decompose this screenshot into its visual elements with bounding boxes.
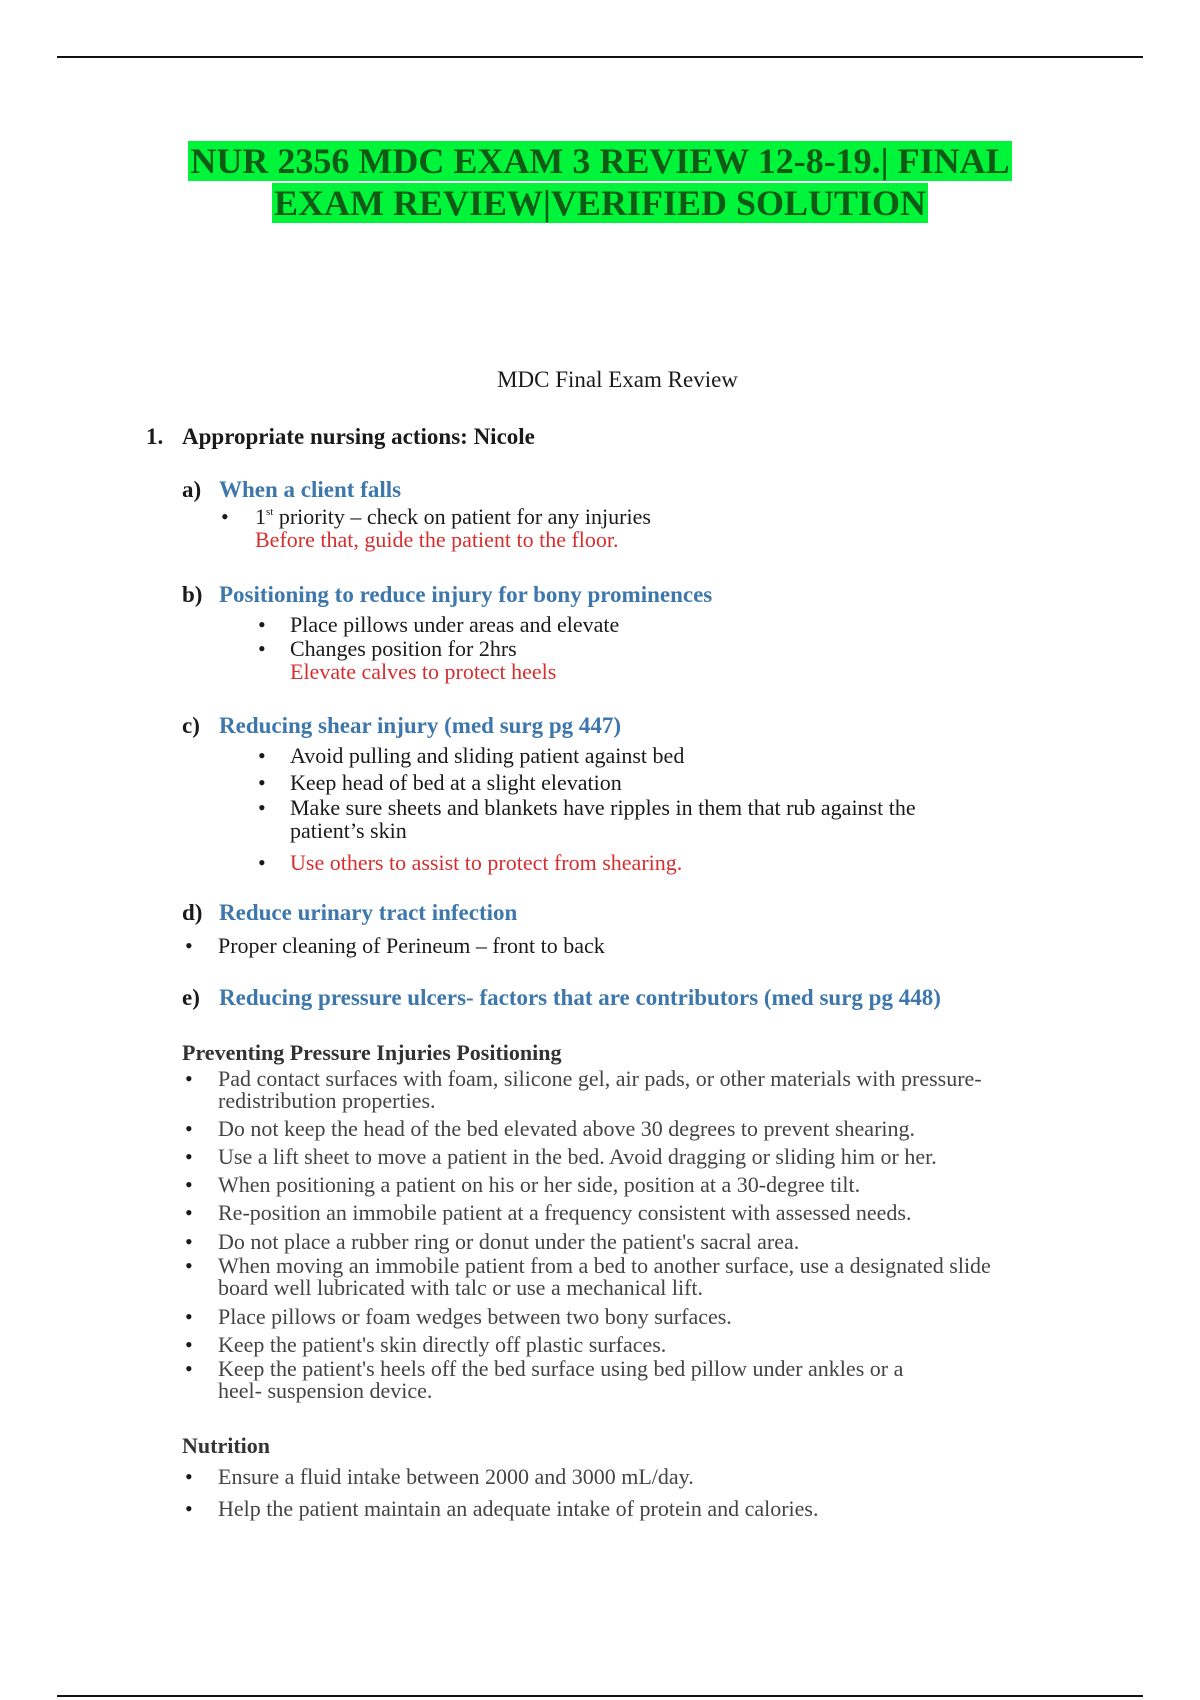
item-text: Keep head of bed at a slight elevation	[290, 770, 622, 795]
subtitle: MDC Final Exam Review	[497, 367, 738, 392]
item-text: When positioning a patient on his or her side, position at a 30-degree tilt.	[218, 1172, 861, 1197]
bullet: •	[258, 743, 266, 768]
bullet: •	[185, 1464, 193, 1489]
red-note: Use others to assist to protect from shearing.	[290, 850, 683, 875]
section-e-heading	[182, 985, 941, 1011]
question-text: Appropriate nursing actions: Nicole	[182, 424, 535, 449]
item-text: Do not keep the head of the bed elevated above 30 degrees to prevent shearing.	[218, 1116, 916, 1141]
item-text: Use a lift sheet to move a patient in the bed. Avoid dragging or sliding him or her.	[218, 1144, 937, 1169]
bottom-rule	[57, 1695, 1143, 1697]
item-text: Keep the patient's heels off the bed surface using bed pillow under ankles or a	[218, 1356, 904, 1381]
list-item	[258, 852, 682, 874]
list-item	[258, 638, 517, 660]
list-item	[185, 1202, 911, 1224]
title-line-1: NUR 2356 MDC EXAM 3 REVIEW 12-8-19.| FINAL	[190, 141, 1010, 181]
section-title: Positioning to reduce injury for bony prominences	[219, 582, 713, 607]
bullet: •	[221, 504, 229, 529]
section-a-heading	[182, 477, 401, 503]
section-letter: b)	[182, 582, 203, 607]
list-item	[185, 1306, 732, 1328]
section-title: Reducing shear injury (med surg pg 447)	[219, 713, 622, 738]
question-1	[146, 424, 535, 450]
list-item	[185, 1231, 799, 1253]
section-title: When a client falls	[219, 477, 402, 502]
title-line-2: EXAM REVIEW|VERIFIED SOLUTION	[273, 183, 927, 223]
bullet: •	[185, 1332, 193, 1357]
item-text: Place pillows or foam wedges between two bony surfaces.	[218, 1304, 732, 1329]
list-item	[185, 1498, 819, 1520]
list-item	[185, 1358, 903, 1380]
list-item	[185, 1118, 915, 1140]
bullet: •	[258, 795, 266, 820]
item-text: Pad contact surfaces with foam, silicone gel, air pads, or other materials with pressure-	[218, 1066, 982, 1091]
question-number: 1.	[146, 424, 164, 449]
item-text-continued: patient’s skin	[290, 818, 407, 843]
bullet: •	[185, 1116, 193, 1141]
bullet: •	[258, 770, 266, 795]
list-item	[258, 772, 622, 794]
bullet: •	[185, 1229, 193, 1254]
item-text: Do not place a rubber ring or donut under the patient's sacral area.	[218, 1229, 800, 1254]
preventing-heading: Preventing Pressure Injuries Positioning	[182, 1040, 562, 1065]
item-text: 1	[255, 504, 266, 529]
list-item	[185, 1146, 937, 1168]
item-text: Ensure a fluid intake between 2000 and 3000 mL/day.	[218, 1464, 694, 1489]
list-item	[185, 1174, 860, 1196]
section-d-heading	[182, 900, 517, 926]
bullet: •	[258, 636, 266, 661]
section-c-heading	[182, 713, 621, 739]
red-note: Before that, guide the patient to the floor.	[255, 527, 619, 552]
bullet: •	[185, 1496, 193, 1521]
section-letter: a)	[182, 477, 202, 502]
item-text: Help the patient maintain an adequate intake of protein and calories.	[218, 1496, 819, 1521]
list-item	[185, 1466, 694, 1488]
section-title: Reduce urinary tract infection	[219, 900, 518, 925]
item-text: Avoid pulling and sliding patient against bed	[290, 743, 685, 768]
list-item	[185, 1334, 666, 1356]
section-letter: e)	[182, 985, 200, 1010]
section-letter: c)	[182, 713, 200, 738]
bullet: •	[258, 850, 266, 875]
item-text: Changes position for 2hrs	[290, 636, 517, 661]
list-item	[258, 797, 916, 819]
item-text-continued: board well lubricated with talc or use a mechanical lift.	[218, 1275, 704, 1300]
section-b-heading	[182, 582, 712, 608]
bullet: •	[185, 1356, 193, 1381]
item-text-continued: heel- suspension device.	[218, 1378, 433, 1403]
item-text: Place pillows under areas and elevate	[290, 612, 620, 637]
list-item	[221, 506, 921, 528]
bullet: •	[185, 933, 193, 958]
list-item	[258, 614, 619, 636]
list-item	[258, 745, 684, 767]
bullet: •	[185, 1172, 193, 1197]
list-item	[185, 1068, 982, 1090]
bullet: •	[258, 612, 266, 637]
top-rule	[57, 56, 1143, 58]
item-text: When moving an immobile patient from a bed to another surface, use a designated slide	[218, 1253, 991, 1278]
item-text: priority – check on patient for any injuries	[273, 504, 651, 529]
item-text-continued: redistribution properties.	[218, 1088, 436, 1113]
bullet: •	[185, 1066, 193, 1091]
bullet: •	[185, 1144, 193, 1169]
list-item	[185, 935, 605, 957]
section-title: Reducing pressure ulcers- factors that are contributors (med surg pg 448)	[219, 985, 941, 1010]
section-letter: d)	[182, 900, 203, 925]
document-title	[0, 140, 1200, 224]
bullet: •	[185, 1253, 193, 1278]
list-item	[185, 1255, 991, 1277]
nutrition-heading: Nutrition	[182, 1433, 270, 1458]
superscript: st	[266, 506, 274, 518]
red-note: Elevate calves to protect heels	[290, 659, 557, 684]
bullet: •	[185, 1304, 193, 1329]
bullet: •	[185, 1200, 193, 1225]
item-text: Keep the patient's skin directly off plastic surfaces.	[218, 1332, 667, 1357]
item-text: Proper cleaning of Perineum – front to back	[218, 933, 605, 958]
item-text: Make sure sheets and blankets have ripples in them that rub against the	[290, 795, 916, 820]
item-text: Re-position an immobile patient at a frequency consistent with assessed needs.	[218, 1200, 912, 1225]
